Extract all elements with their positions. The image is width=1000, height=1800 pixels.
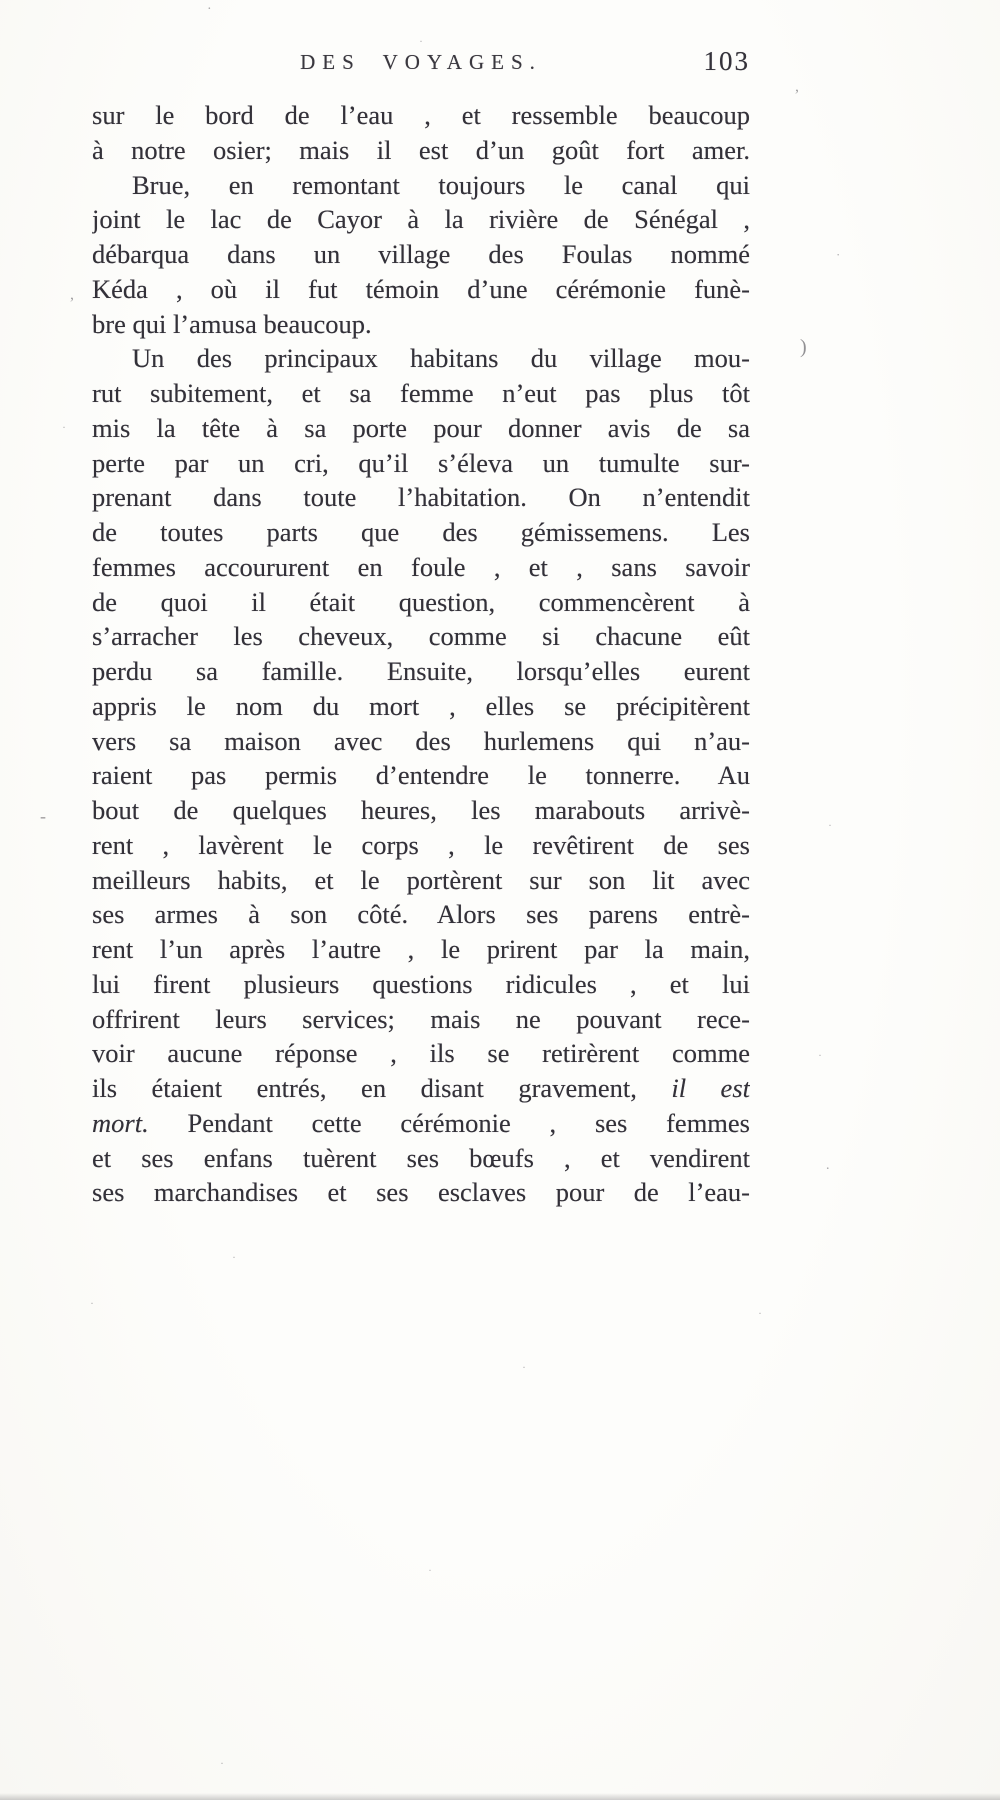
text-segment: rut subitement, et sa femme n’eut pas plus tôt: [92, 378, 750, 408]
text-segment: de toutes parts que des gémissemens. Les: [92, 517, 750, 547]
text-line: [92, 133, 750, 168]
text-line: [92, 654, 750, 689]
text-segment: prenant dans toute l’habitation. On n’entendit: [92, 482, 750, 513]
text-segment: rent l’un après l’autre , le prirent par la main,: [92, 934, 750, 964]
text-line: [92, 1141, 750, 1176]
text-line: [92, 724, 750, 759]
text-segment: perdu sa famille. Ensuite, lorsqu’elles eurent: [92, 656, 750, 686]
scan-speck: ·: [828, 818, 832, 832]
text-segment: Brue, en remontant toujours le canal qui: [132, 169, 750, 200]
text-line: [92, 967, 750, 1002]
text-segment: joint le lac de Cayor à la rivière de Sénégal ,: [92, 204, 750, 235]
scan-speck: ·: [428, 1563, 432, 1577]
text-line: [92, 1002, 750, 1037]
text-line: [92, 480, 750, 515]
page-number: 103: [703, 46, 750, 76]
text-segment: vers sa maison avec des hurlemens qui n’au-: [92, 725, 750, 756]
text-line: [92, 411, 750, 446]
text-segment: femmes accoururent en foule , et , sans savoir: [92, 551, 750, 582]
text-line: [92, 376, 750, 411]
scan-speck: ): [800, 336, 807, 358]
scan-speck: ·: [522, 1360, 526, 1374]
text-segment: bre qui l’amusa beaucoup.: [92, 308, 372, 339]
text-line: [92, 1175, 750, 1210]
text-line: [92, 202, 750, 237]
text-line: [92, 897, 750, 932]
text-line: [92, 307, 750, 342]
text-segment: rent , lavèrent le corps , le revêtirent de ses: [92, 829, 750, 860]
scan-speck: ·: [232, 1250, 236, 1264]
text-line: [92, 793, 750, 828]
text-line: [92, 863, 750, 898]
text-line: [92, 446, 750, 481]
scan-speck: ·: [220, 1756, 224, 1770]
text-line: [92, 585, 750, 620]
scan-speck: ·: [818, 1048, 822, 1062]
text-line: [92, 932, 750, 967]
text-segment: appris le nom du mort , elles se précipitèrent: [92, 690, 750, 721]
text-line: [92, 828, 750, 863]
text-segment: raient pas permis d’entendre le tonnerre. Au: [92, 760, 750, 791]
scan-speck: ·: [836, 247, 841, 262]
text-line: [92, 515, 750, 550]
text-line: [92, 1036, 750, 1071]
text-line: [92, 168, 750, 203]
text-segment: s’arracher les cheveux, comme si chacune eût: [92, 621, 750, 652]
scan-speck: .: [826, 1158, 830, 1173]
text-line: [92, 550, 750, 585]
italic-phrase: mort.: [92, 1107, 149, 1138]
text-line: [92, 689, 750, 724]
scan-speck: ,: [70, 286, 74, 303]
text-segment: voir aucune réponse , ils se retirèrent comme: [92, 1038, 750, 1069]
text-line: [92, 1106, 750, 1141]
scan-speck: ·: [207, 2, 212, 17]
text-segment: ses armes à son côté. Alors ses parens entrè-: [92, 899, 750, 930]
text-segment: lui firent plusieurs questions ridicules , et lui: [92, 968, 750, 999]
scan-speck: ,: [795, 78, 799, 95]
text-line: [92, 341, 750, 376]
text-segment: Kéda , où il fut témoin d’une cérémonie funè-: [92, 273, 750, 304]
text-segment: bout de quelques heures, les marabouts arrivè-: [92, 795, 750, 825]
text-segment: offrirent leurs services; mais ne pouvant rece-: [92, 1003, 750, 1034]
scan-speck: ·: [419, 34, 423, 48]
text-line: [92, 98, 750, 133]
scan-speck: ·: [90, 1296, 94, 1310]
text-segment: meilleurs habits, et le portèrent sur son lit avec: [92, 864, 750, 895]
scan-speck: ·: [758, 1306, 762, 1320]
italic-phrase: il est: [671, 1073, 750, 1103]
scan-speck: ·: [62, 420, 66, 434]
text-segment: Un des principaux habitans du village mou-: [132, 343, 750, 374]
running-title: DES VOYAGES.: [300, 50, 542, 74]
text-segment: débarqua dans un village des Foulas nommé: [92, 239, 750, 269]
text-line: [92, 272, 750, 307]
text-segment: Pendant cette cérémonie , ses femmes: [148, 1107, 750, 1138]
page-header: [92, 46, 750, 86]
body-text: [92, 98, 750, 1210]
text-segment: et ses enfans tuèrent ses bœufs , et vendirent: [92, 1142, 750, 1173]
text-line: [92, 1071, 750, 1106]
text-segment: mis la tête à sa porte pour donner avis de sa: [92, 412, 750, 443]
text-segment: à notre osier; mais il est d’un goût fort amer.: [92, 134, 750, 165]
text-segment: ils étaient entrés, en disant gravement,: [92, 1073, 672, 1103]
text-segment: perte par un cri, qu’il s’éleva un tumulte sur-: [92, 447, 750, 478]
text-line: [92, 237, 750, 272]
text-line: [92, 619, 750, 654]
scan-speck: -: [40, 806, 46, 826]
text-line: [92, 758, 750, 793]
text-segment: ses marchandises et ses esclaves pour de l’eau-: [92, 1177, 750, 1208]
text-segment: de quoi il était question, commencèrent à: [92, 586, 750, 617]
text-segment: sur le bord de l’eau , et ressemble beaucoup: [92, 100, 750, 130]
